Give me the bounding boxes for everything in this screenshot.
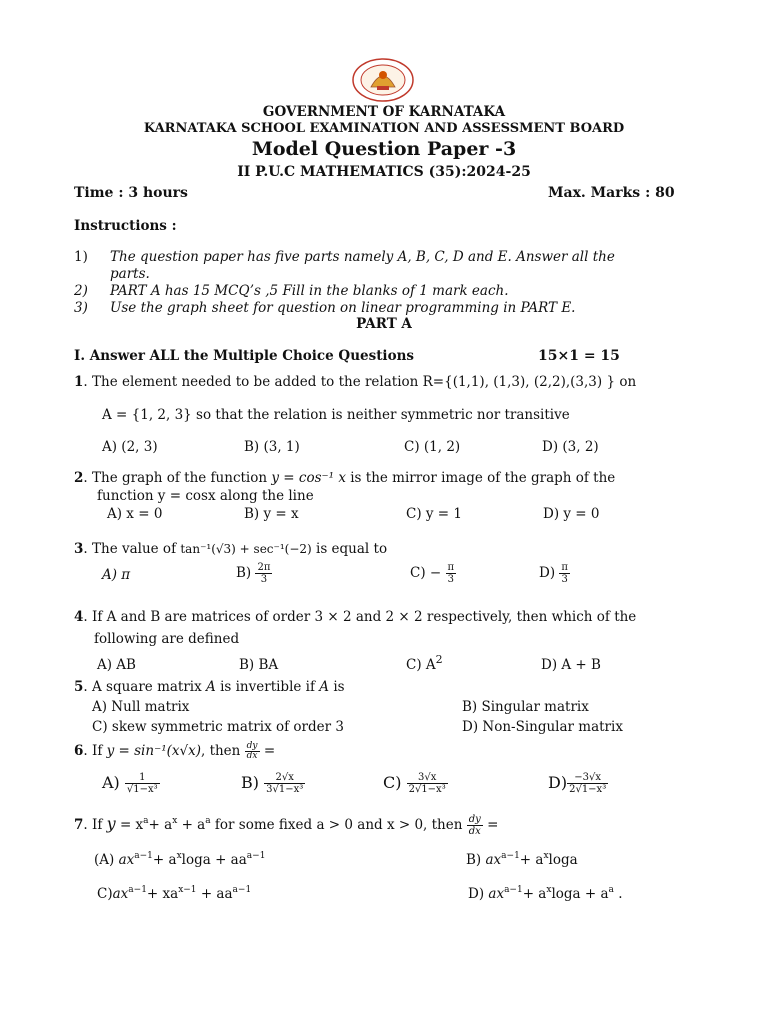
- government-title: GOVERNMENT OF KARNATAKA: [262, 104, 506, 120]
- sup: x: [543, 851, 549, 861]
- q2-option-d: D) y = 0: [543, 506, 600, 522]
- q3-option-a: A) π: [102, 567, 131, 583]
- q6-option-d: [548, 772, 608, 795]
- q6-option-c: [383, 772, 448, 795]
- fraction: [446, 562, 457, 585]
- instruction-text: The question paper has five parts namely A, B, C, D and E. Answer all the: [110, 249, 615, 265]
- q4-option-d: D) A + B: [541, 657, 601, 673]
- option-label: A): [102, 773, 120, 792]
- numerator: −3√x: [567, 772, 608, 784]
- subject-title: II P.U.C MATHEMATICS (35):2024-25: [237, 164, 531, 180]
- instruction-num: 3): [74, 300, 88, 316]
- option-label: B): [466, 852, 482, 868]
- fraction: [407, 772, 448, 795]
- option-label: (A): [94, 852, 115, 868]
- question-2-text-cont: function y = cosx along the line: [97, 488, 314, 504]
- instruction-text: PART A has 15 MCQ’s ,5 Fill in the blanks of 1 mark each.: [110, 283, 509, 299]
- term: ax: [488, 886, 505, 902]
- time-label: Time : 3 hours: [74, 185, 188, 201]
- question-1-text: [74, 374, 636, 390]
- option-label: C): [97, 886, 113, 902]
- question-4-text-cont: following are defined: [94, 631, 240, 647]
- option-label: B): [236, 565, 252, 581]
- q7-option-d: [468, 886, 623, 902]
- q1-option-c: C) (1, 2): [404, 439, 461, 455]
- matrix-var: A: [206, 679, 216, 695]
- q3-option-b: [236, 562, 272, 585]
- sup: a: [608, 885, 614, 895]
- matrix-var: A: [319, 679, 330, 695]
- part-heading: PART A: [356, 316, 412, 332]
- question-text: . If: [83, 817, 107, 833]
- term: + a: [152, 852, 177, 868]
- question-number: 5: [74, 679, 84, 695]
- question-number: 1: [74, 374, 84, 390]
- q7-exp-x: x: [172, 816, 178, 826]
- option-text: C) A: [406, 657, 436, 673]
- instruction-num: 1): [74, 249, 88, 265]
- numerator: 2√x: [264, 772, 305, 784]
- q5-option-b: B) Singular matrix: [462, 699, 589, 715]
- denominator: 2√1−x³: [569, 784, 607, 795]
- question-text-mid: is invertible if: [215, 679, 320, 695]
- sup: a−1: [134, 851, 153, 861]
- option-label: D): [468, 886, 485, 902]
- q2-option-c: C) y = 1: [406, 506, 462, 522]
- q7-exp-a: a: [143, 816, 149, 826]
- denominator: 3: [561, 574, 568, 585]
- question-7-text: [74, 814, 498, 837]
- option-label: D): [539, 565, 556, 581]
- denominator: dx: [468, 826, 481, 837]
- numerator: dy: [468, 814, 481, 825]
- fraction: [567, 772, 608, 795]
- board-title: KARNATAKA SCHOOL EXAMINATION AND ASSESSMENT BOARD: [143, 121, 625, 136]
- max-marks-label: Max. Marks : 80: [548, 185, 675, 201]
- term: loga + aa: [181, 852, 247, 868]
- term: ax: [118, 852, 135, 868]
- numerator: 1: [125, 772, 160, 784]
- sup: a−1: [501, 851, 520, 861]
- question-number: 7: [74, 817, 84, 833]
- q7-eq: = x: [115, 817, 144, 833]
- sup: a−1: [128, 885, 147, 895]
- denominator: 2√1−x³: [408, 784, 446, 795]
- section-marks: 15×1 = 15: [538, 348, 620, 364]
- question-text-mid: , then: [200, 743, 245, 759]
- question-number: 6: [74, 743, 84, 759]
- option-label: C): [383, 773, 402, 792]
- sup: a−1: [504, 885, 523, 895]
- q7-option-c: [97, 886, 251, 902]
- denominator: 3: [260, 574, 268, 585]
- question-text: . The graph of the function: [83, 470, 272, 486]
- q4-option-a: A) AB: [97, 657, 136, 673]
- paper-title: Model Question Paper -3: [251, 138, 517, 160]
- q7-exp-a2: a: [205, 816, 211, 826]
- denominator: 3: [447, 574, 454, 585]
- question-text-end: is equal to: [311, 541, 388, 557]
- denominator: dx: [246, 751, 258, 761]
- fraction: [559, 562, 570, 585]
- question-number: 3: [74, 541, 84, 557]
- denominator: √1−x³: [126, 784, 158, 795]
- question-2-text: [74, 470, 615, 486]
- question-5-text: [74, 679, 345, 695]
- q5-option-d: D) Non-Singular matrix: [462, 719, 623, 735]
- fraction: [255, 562, 272, 585]
- q6-option-b: [241, 772, 305, 795]
- question-text: . If A and B are matrices of order 3 × 2 and 2 × 2 respectively, then which of the: [83, 609, 637, 625]
- karnataka-emblem-icon: [351, 57, 415, 103]
- term: loga + a: [551, 886, 609, 902]
- sup: x: [176, 851, 182, 861]
- q3-option-c: [410, 562, 456, 585]
- term: + aa: [196, 886, 233, 902]
- q6-option-a: [102, 772, 160, 795]
- q4-option-b: B) BA: [239, 657, 279, 673]
- instruction-num: 2): [74, 283, 88, 299]
- q3-math: tan⁻¹(√3) + sec⁻¹(−2): [180, 542, 312, 556]
- q5-option-c: C) skew symmetric matrix of order 3: [92, 719, 344, 735]
- term: ax: [485, 852, 502, 868]
- instructions-title: Instructions :: [74, 218, 177, 234]
- question-number: 2: [74, 470, 84, 486]
- question-text-end: =: [482, 817, 499, 833]
- q7-option-b: [466, 852, 578, 868]
- question-text-end: is the mirror image of the graph of the: [345, 470, 616, 486]
- term: + a: [522, 886, 547, 902]
- term: + xa: [146, 886, 179, 902]
- numerator: π: [561, 562, 568, 573]
- sup: a−1: [232, 885, 252, 895]
- question-4-text: [74, 609, 636, 625]
- sup: a−1: [246, 851, 266, 861]
- question-text: . The element needed to be added to the relation R={(1,1), (1,3), (2,2),(3,3) } on: [83, 374, 637, 390]
- question-text-mid: for some fixed a > 0 and x > 0, then: [210, 817, 467, 833]
- term: loga: [548, 852, 578, 868]
- term: ax: [112, 886, 129, 902]
- derivative-fraction: [245, 742, 260, 761]
- question-6-text: [74, 742, 275, 761]
- option-label: B): [241, 773, 259, 792]
- q5-option-a: A) Null matrix: [92, 699, 190, 715]
- derivative-fraction: [467, 814, 483, 837]
- term: + a: [519, 852, 544, 868]
- numerator: π: [447, 562, 455, 573]
- q2-math: y = cos⁻¹ x: [271, 470, 346, 486]
- q7-plus: + a: [148, 817, 173, 833]
- question-text-end: =: [259, 743, 276, 759]
- fraction: [125, 772, 160, 795]
- q1-option-d: D) (3, 2): [542, 439, 599, 455]
- numerator: 2π: [257, 562, 271, 573]
- option-label: D): [548, 773, 568, 792]
- q7-plus: + a: [177, 817, 206, 833]
- q4-option-c: [406, 653, 443, 673]
- question-1-text-cont: A = {1, 2, 3} so that the relation is neither symmetric nor transitive: [102, 407, 570, 423]
- question-text: . A square matrix: [83, 679, 207, 695]
- question-3-text: [74, 541, 387, 557]
- q1-option-b: B) (3, 1): [244, 439, 300, 455]
- q7-y: y: [106, 814, 116, 833]
- numerator: 3√x: [407, 772, 448, 784]
- question-text: . The value of: [83, 541, 181, 557]
- superscript: 2: [435, 653, 443, 666]
- section-title: I. Answer ALL the Multiple Choice Questions: [74, 348, 414, 364]
- question-text: . If: [83, 743, 107, 759]
- q1-option-a: A) (2, 3): [102, 439, 158, 455]
- q2-option-b: B) y = x: [244, 506, 299, 522]
- instruction-text: Use the graph sheet for question on linear programming in PART E.: [110, 300, 576, 316]
- term: .: [613, 886, 623, 902]
- fraction: [264, 772, 305, 795]
- q6-math: y = sin⁻¹(x√x): [106, 743, 201, 759]
- question-number: 4: [74, 609, 84, 625]
- sup: x: [546, 885, 552, 895]
- numerator: dy: [246, 741, 258, 751]
- q7-option-a: [94, 852, 265, 868]
- q2-option-a: A) x = 0: [107, 506, 163, 522]
- q3-option-d: [539, 562, 570, 585]
- sup: x−1: [178, 885, 197, 895]
- denominator: 3√1−x³: [266, 784, 304, 795]
- instruction-text-cont: parts.: [110, 266, 150, 282]
- question-text-end: is: [329, 679, 345, 695]
- option-label: C) −: [410, 565, 442, 581]
